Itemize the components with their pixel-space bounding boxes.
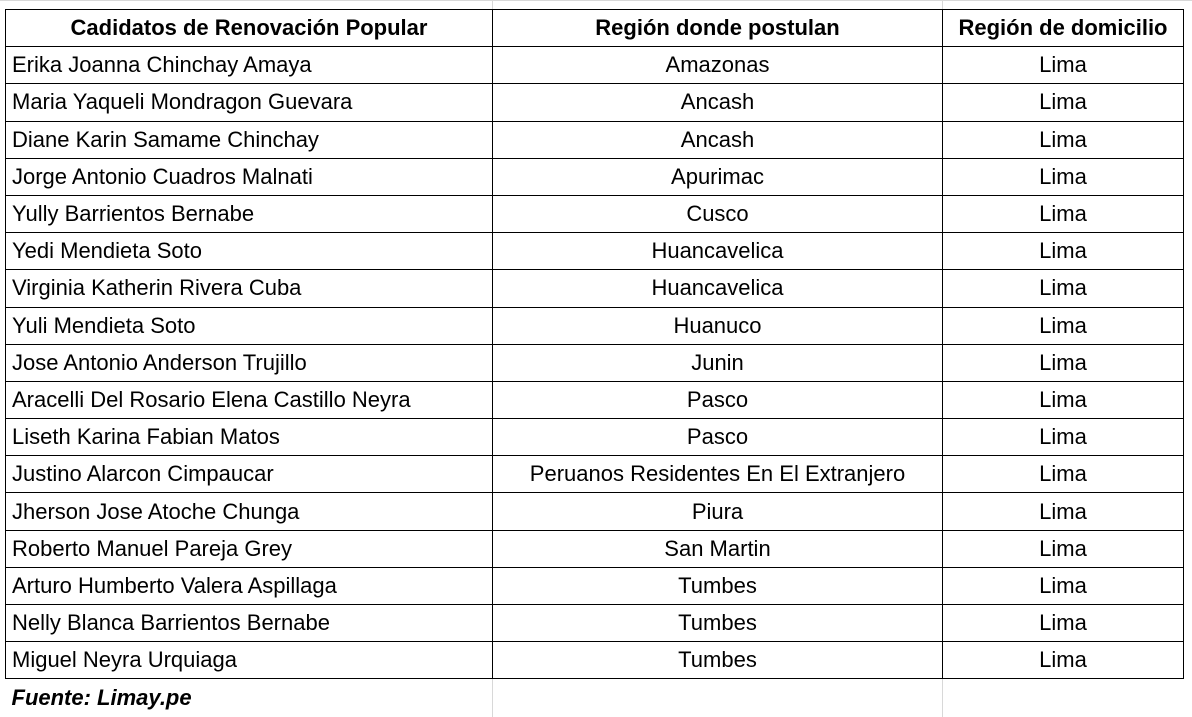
cell-candidate-name[interactable]: Yully Barrientos Bernabe	[6, 195, 493, 232]
table-row	[6, 307, 1184, 344]
cell-candidate-name[interactable]: Jose Antonio Anderson Trujillo	[6, 344, 493, 381]
header-region-residence[interactable]: Región de domicilio	[943, 10, 1184, 47]
table-row	[6, 456, 1184, 493]
cell-region-running[interactable]: Tumbes	[493, 642, 943, 679]
cell-candidate-name[interactable]: Virginia Katherin Rivera Cuba	[6, 270, 493, 307]
col-gridline	[492, 0, 493, 9]
table-row	[6, 344, 1184, 381]
cell-region-running[interactable]: Pasco	[493, 419, 943, 456]
cell-region-residence[interactable]: Lima	[943, 307, 1184, 344]
cell-region-residence[interactable]: Lima	[943, 270, 1184, 307]
cell-region-residence[interactable]: Lima	[943, 419, 1184, 456]
table-row	[6, 47, 1184, 84]
cell-candidate-name[interactable]: Yedi Mendieta Soto	[6, 233, 493, 270]
table-row	[6, 121, 1184, 158]
table-header-row	[6, 10, 1184, 47]
cell-candidate-name[interactable]: Maria Yaqueli Mondragon Guevara	[6, 84, 493, 121]
cell-candidate-name[interactable]: Miguel Neyra Urquiaga	[6, 642, 493, 679]
cell-region-running[interactable]: Peruanos Residentes En El Extranjero	[493, 456, 943, 493]
header-candidates[interactable]: Cadidatos de Renovación Popular	[6, 10, 493, 47]
cell-region-residence[interactable]: Lima	[943, 567, 1184, 604]
table-row	[6, 84, 1184, 121]
cell-region-residence[interactable]: Lima	[943, 381, 1184, 418]
cell-region-residence[interactable]: Lima	[943, 344, 1184, 381]
cell-candidate-name[interactable]: Jorge Antonio Cuadros Malnati	[6, 158, 493, 195]
cell-region-residence[interactable]: Lima	[943, 605, 1184, 642]
table-row	[6, 642, 1184, 679]
table-row	[6, 530, 1184, 567]
cell-region-running[interactable]: Tumbes	[493, 605, 943, 642]
cell-region-running[interactable]: Ancash	[493, 84, 943, 121]
cell-region-running[interactable]: Pasco	[493, 381, 943, 418]
table-row	[6, 381, 1184, 418]
cell-region-running[interactable]: Huancavelica	[493, 270, 943, 307]
cell-candidate-name[interactable]: Roberto Manuel Pareja Grey	[6, 530, 493, 567]
cell-region-residence[interactable]: Lima	[943, 47, 1184, 84]
col-gridline	[942, 0, 943, 9]
cell-region-residence[interactable]: Lima	[943, 158, 1184, 195]
cell-region-running[interactable]: Ancash	[493, 121, 943, 158]
cell-candidate-name[interactable]: Aracelli Del Rosario Elena Castillo Neyra	[6, 381, 493, 418]
table-row	[6, 233, 1184, 270]
cell-candidate-name[interactable]: Erika Joanna Chinchay Amaya	[6, 47, 493, 84]
cell-region-residence[interactable]: Lima	[943, 456, 1184, 493]
cell-candidate-name[interactable]: Jherson Jose Atoche Chunga	[6, 493, 493, 530]
cell-region-running[interactable]: Piura	[493, 493, 943, 530]
cell-region-residence[interactable]: Lima	[943, 84, 1184, 121]
table-row	[6, 270, 1184, 307]
cell-region-running[interactable]: Junin	[493, 344, 943, 381]
table-row	[6, 158, 1184, 195]
table-row	[6, 195, 1184, 232]
cell-region-residence[interactable]: Lima	[943, 121, 1184, 158]
source-note[interactable]: Fuente: Limay.pe	[11, 685, 192, 711]
empty-cell[interactable]	[943, 679, 1184, 717]
cell-region-running[interactable]: Cusco	[493, 195, 943, 232]
candidates-table	[5, 9, 1184, 717]
cell-candidate-name[interactable]: Yuli Mendieta Soto	[6, 307, 493, 344]
empty-cell[interactable]	[493, 679, 943, 717]
cell-candidate-name[interactable]: Diane Karin Samame Chinchay	[6, 121, 493, 158]
table-row	[6, 567, 1184, 604]
cell-candidate-name[interactable]: Nelly Blanca Barrientos Bernabe	[6, 605, 493, 642]
cell-region-running[interactable]: Huanuco	[493, 307, 943, 344]
table-row	[6, 493, 1184, 530]
cell-region-residence[interactable]: Lima	[943, 233, 1184, 270]
cell-region-running[interactable]: Apurimac	[493, 158, 943, 195]
cell-region-residence[interactable]: Lima	[943, 493, 1184, 530]
table-row	[6, 419, 1184, 456]
cell-candidate-name[interactable]: Justino Alarcon Cimpaucar	[6, 456, 493, 493]
cell-region-running[interactable]: Tumbes	[493, 567, 943, 604]
table-body	[6, 47, 1184, 679]
cell-region-residence[interactable]: Lima	[943, 530, 1184, 567]
cell-region-residence[interactable]: Lima	[943, 195, 1184, 232]
cell-region-running[interactable]: Huancavelica	[493, 233, 943, 270]
header-region-running[interactable]: Región donde postulan	[493, 10, 943, 47]
top-gridline	[0, 0, 1192, 1]
cell-candidate-name[interactable]: Liseth Karina Fabian Matos	[6, 419, 493, 456]
cell-region-running[interactable]: San Martin	[493, 530, 943, 567]
table-row	[6, 605, 1184, 642]
cell-candidate-name[interactable]: Arturo Humberto Valera Aspillaga	[6, 567, 493, 604]
cell-region-running[interactable]: Amazonas	[493, 47, 943, 84]
cell-region-residence[interactable]: Lima	[943, 642, 1184, 679]
source-row	[6, 679, 1184, 717]
